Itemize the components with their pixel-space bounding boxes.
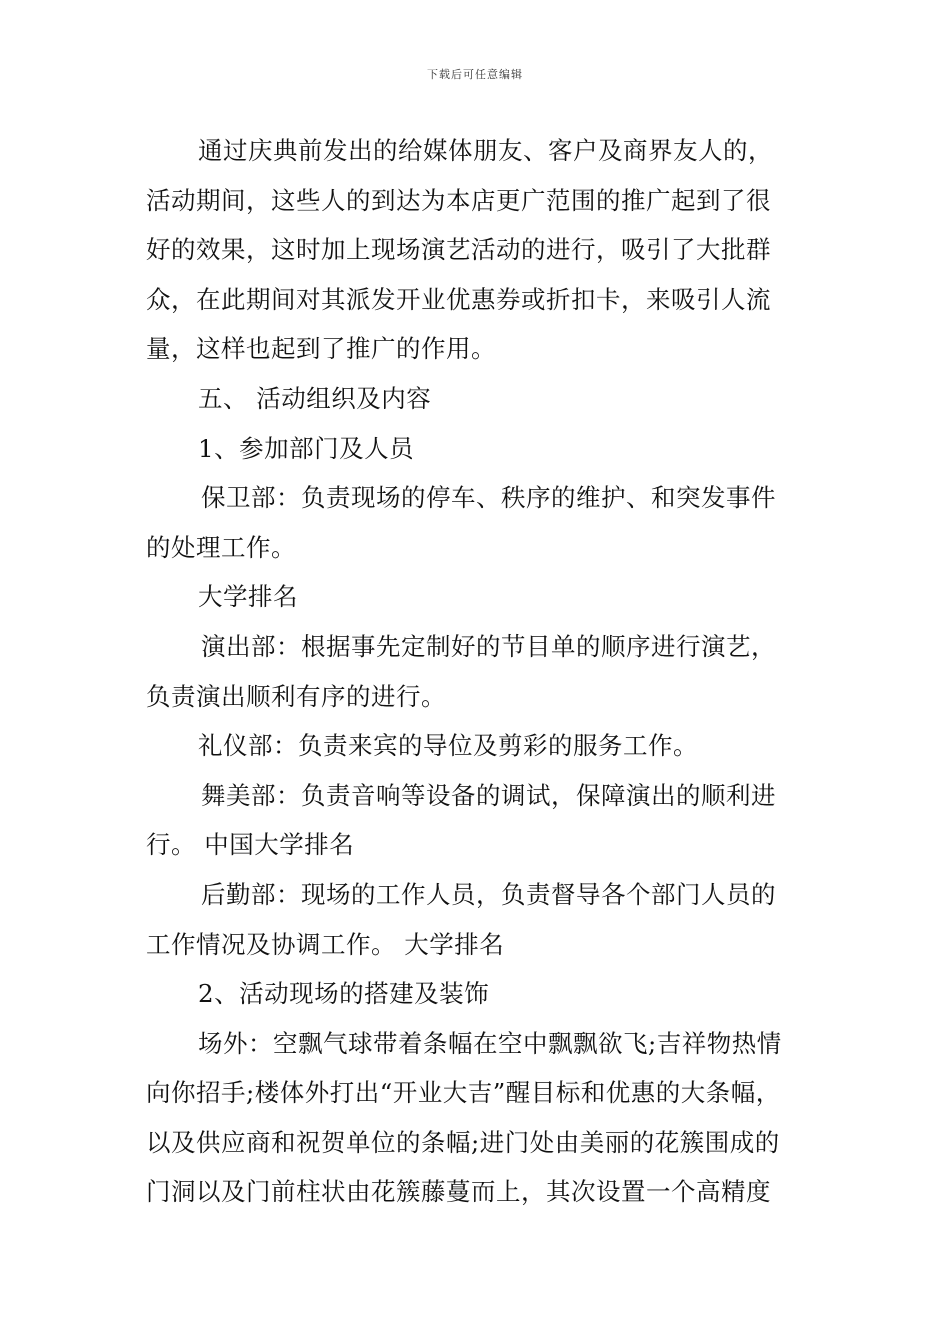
subsection-heading: 2、活动现场的搭建及装饰 [198, 979, 490, 1009]
paragraph-line: 演出部：根据事先定制好的节目单的顺序进行演艺， [201, 631, 776, 661]
paragraph-line: 的处理工作。 [146, 532, 296, 562]
paragraph-line: 活动期间，这些人的到达为本店更广范围的推广起到了很 [146, 185, 771, 215]
paragraph-line: 场外：空飘气球带着条幅在空中飘飘欲飞;吉祥物热情 [198, 1028, 782, 1058]
document-body [146, 126, 814, 1217]
paragraph-line: 门洞以及门前柱状由花簇藤蔓而上，其次设置一个高精度 [146, 1177, 771, 1207]
section-heading: 五、 活动组织及内容 [198, 383, 432, 413]
paragraph-line: 以及供应商和祝贺单位的条幅;进门处由美丽的花簇围成的 [146, 1127, 780, 1157]
paragraph-line: 礼仪部：负责来宾的导位及剪彩的服务工作。 [198, 731, 698, 761]
paragraph-line: 大学排名 [198, 582, 298, 612]
page-header: 下载后可任意编辑 [427, 68, 523, 81]
paragraph-line: 负责演出顺利有序的进行。 [146, 681, 446, 711]
paragraph-line: 保卫部：负责现场的停车、秩序的维护、和突发事件 [201, 483, 776, 513]
paragraph-line: 舞美部：负责音响等设备的调试，保障演出的顺利进 [201, 780, 776, 810]
paragraph-line: 众，在此期间对其派发开业优惠券或折扣卡，来吸引人流 [146, 284, 771, 314]
paragraph-line: 好的效果，这时加上现场演艺活动的进行，吸引了大批群 [146, 235, 771, 265]
paragraph-line: 后勤部：现场的工作人员，负责督导各个部门人员的 [201, 879, 776, 909]
paragraph-line: 向你招手;楼体外打出“开业大吉”醒目标和优惠的大条幅， [146, 1078, 781, 1108]
subsection-heading: 1、参加部门及人员 [198, 433, 415, 463]
paragraph-line: 行。 中国大学排名 [146, 830, 355, 860]
paragraph-line: 通过庆典前发出的给媒体朋友、客户及商界友人的， [198, 136, 773, 165]
paragraph-line: 工作情况及协调工作。 大学排名 [146, 929, 505, 959]
paragraph-line: 量，这样也起到了推广的作用。 [146, 334, 496, 364]
